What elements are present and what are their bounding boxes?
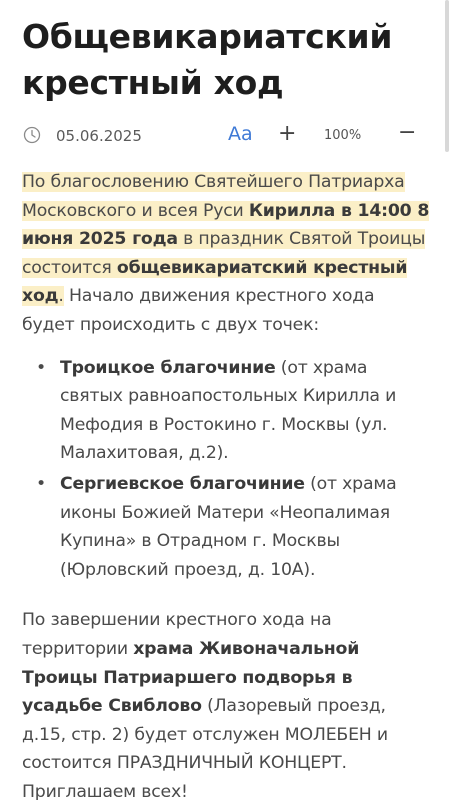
article-title: Общевикариатский крестный ход bbox=[22, 17, 393, 102]
article-body bbox=[22, 168, 432, 800]
bullet: • bbox=[36, 473, 46, 494]
intro-text-cont: в праздник Святой Троицы состоится bbox=[22, 229, 426, 278]
article-toolbar bbox=[22, 122, 427, 150]
list-item bbox=[36, 354, 432, 468]
start-points-list bbox=[22, 354, 432, 585]
date-time-bold: Кирилла в 14:00 8 июня 2025 года bbox=[22, 200, 430, 250]
paragraph-intro bbox=[22, 168, 432, 340]
list-item-text: (от храма иконы Божией Матери «Неопалимая Купина» в Отрадном г. Москвы (Юрловский проезд, д. 10А). bbox=[60, 473, 397, 580]
list-item-title: Троицкое благочиние bbox=[60, 357, 276, 378]
font-settings-button[interactable]: Aa bbox=[228, 123, 253, 145]
period: . bbox=[58, 286, 64, 307]
event-name-bold: общевикариатский крестный ход bbox=[22, 257, 408, 307]
bullet: • bbox=[36, 357, 46, 378]
list-item-text: (от храма святых равноапостольных Кирилла и Мефодия в Ростокино г. Москвы (ул. Малахитовая, д.2). bbox=[60, 357, 397, 464]
closing-text-cont: (Лазоревый проезд, д.15, стр. 2) будет отслужен МОЛЕБЕН и состоится ПРАЗДНИЧНЫЙ КОНЦЕРТ. Приглашаем всех! bbox=[22, 696, 388, 800]
paragraph-closing bbox=[22, 606, 432, 800]
scrollbar[interactable] bbox=[445, 0, 449, 152]
start-points-text: Начало движения крестного хода будет происходить с двух точек: bbox=[22, 286, 375, 335]
zoom-level: 100% bbox=[324, 128, 362, 143]
closing-text: По завершении крестного хода на территории bbox=[22, 610, 332, 659]
clock-icon bbox=[23, 126, 41, 144]
zoom-in-button[interactable]: + bbox=[278, 121, 297, 146]
list-item bbox=[36, 470, 432, 584]
list-item-title: Сергиевское благочиние bbox=[60, 473, 305, 494]
church-name-bold: храма Живоначальной Троицы Патриаршего подворья в усадьбе Свиблово bbox=[22, 638, 360, 717]
publish-date: 05.06.2025 bbox=[56, 127, 142, 145]
intro-text: По благословению Святейшего Патриарха Московского и всея Руси bbox=[22, 172, 405, 221]
zoom-out-button[interactable]: − bbox=[398, 120, 417, 145]
